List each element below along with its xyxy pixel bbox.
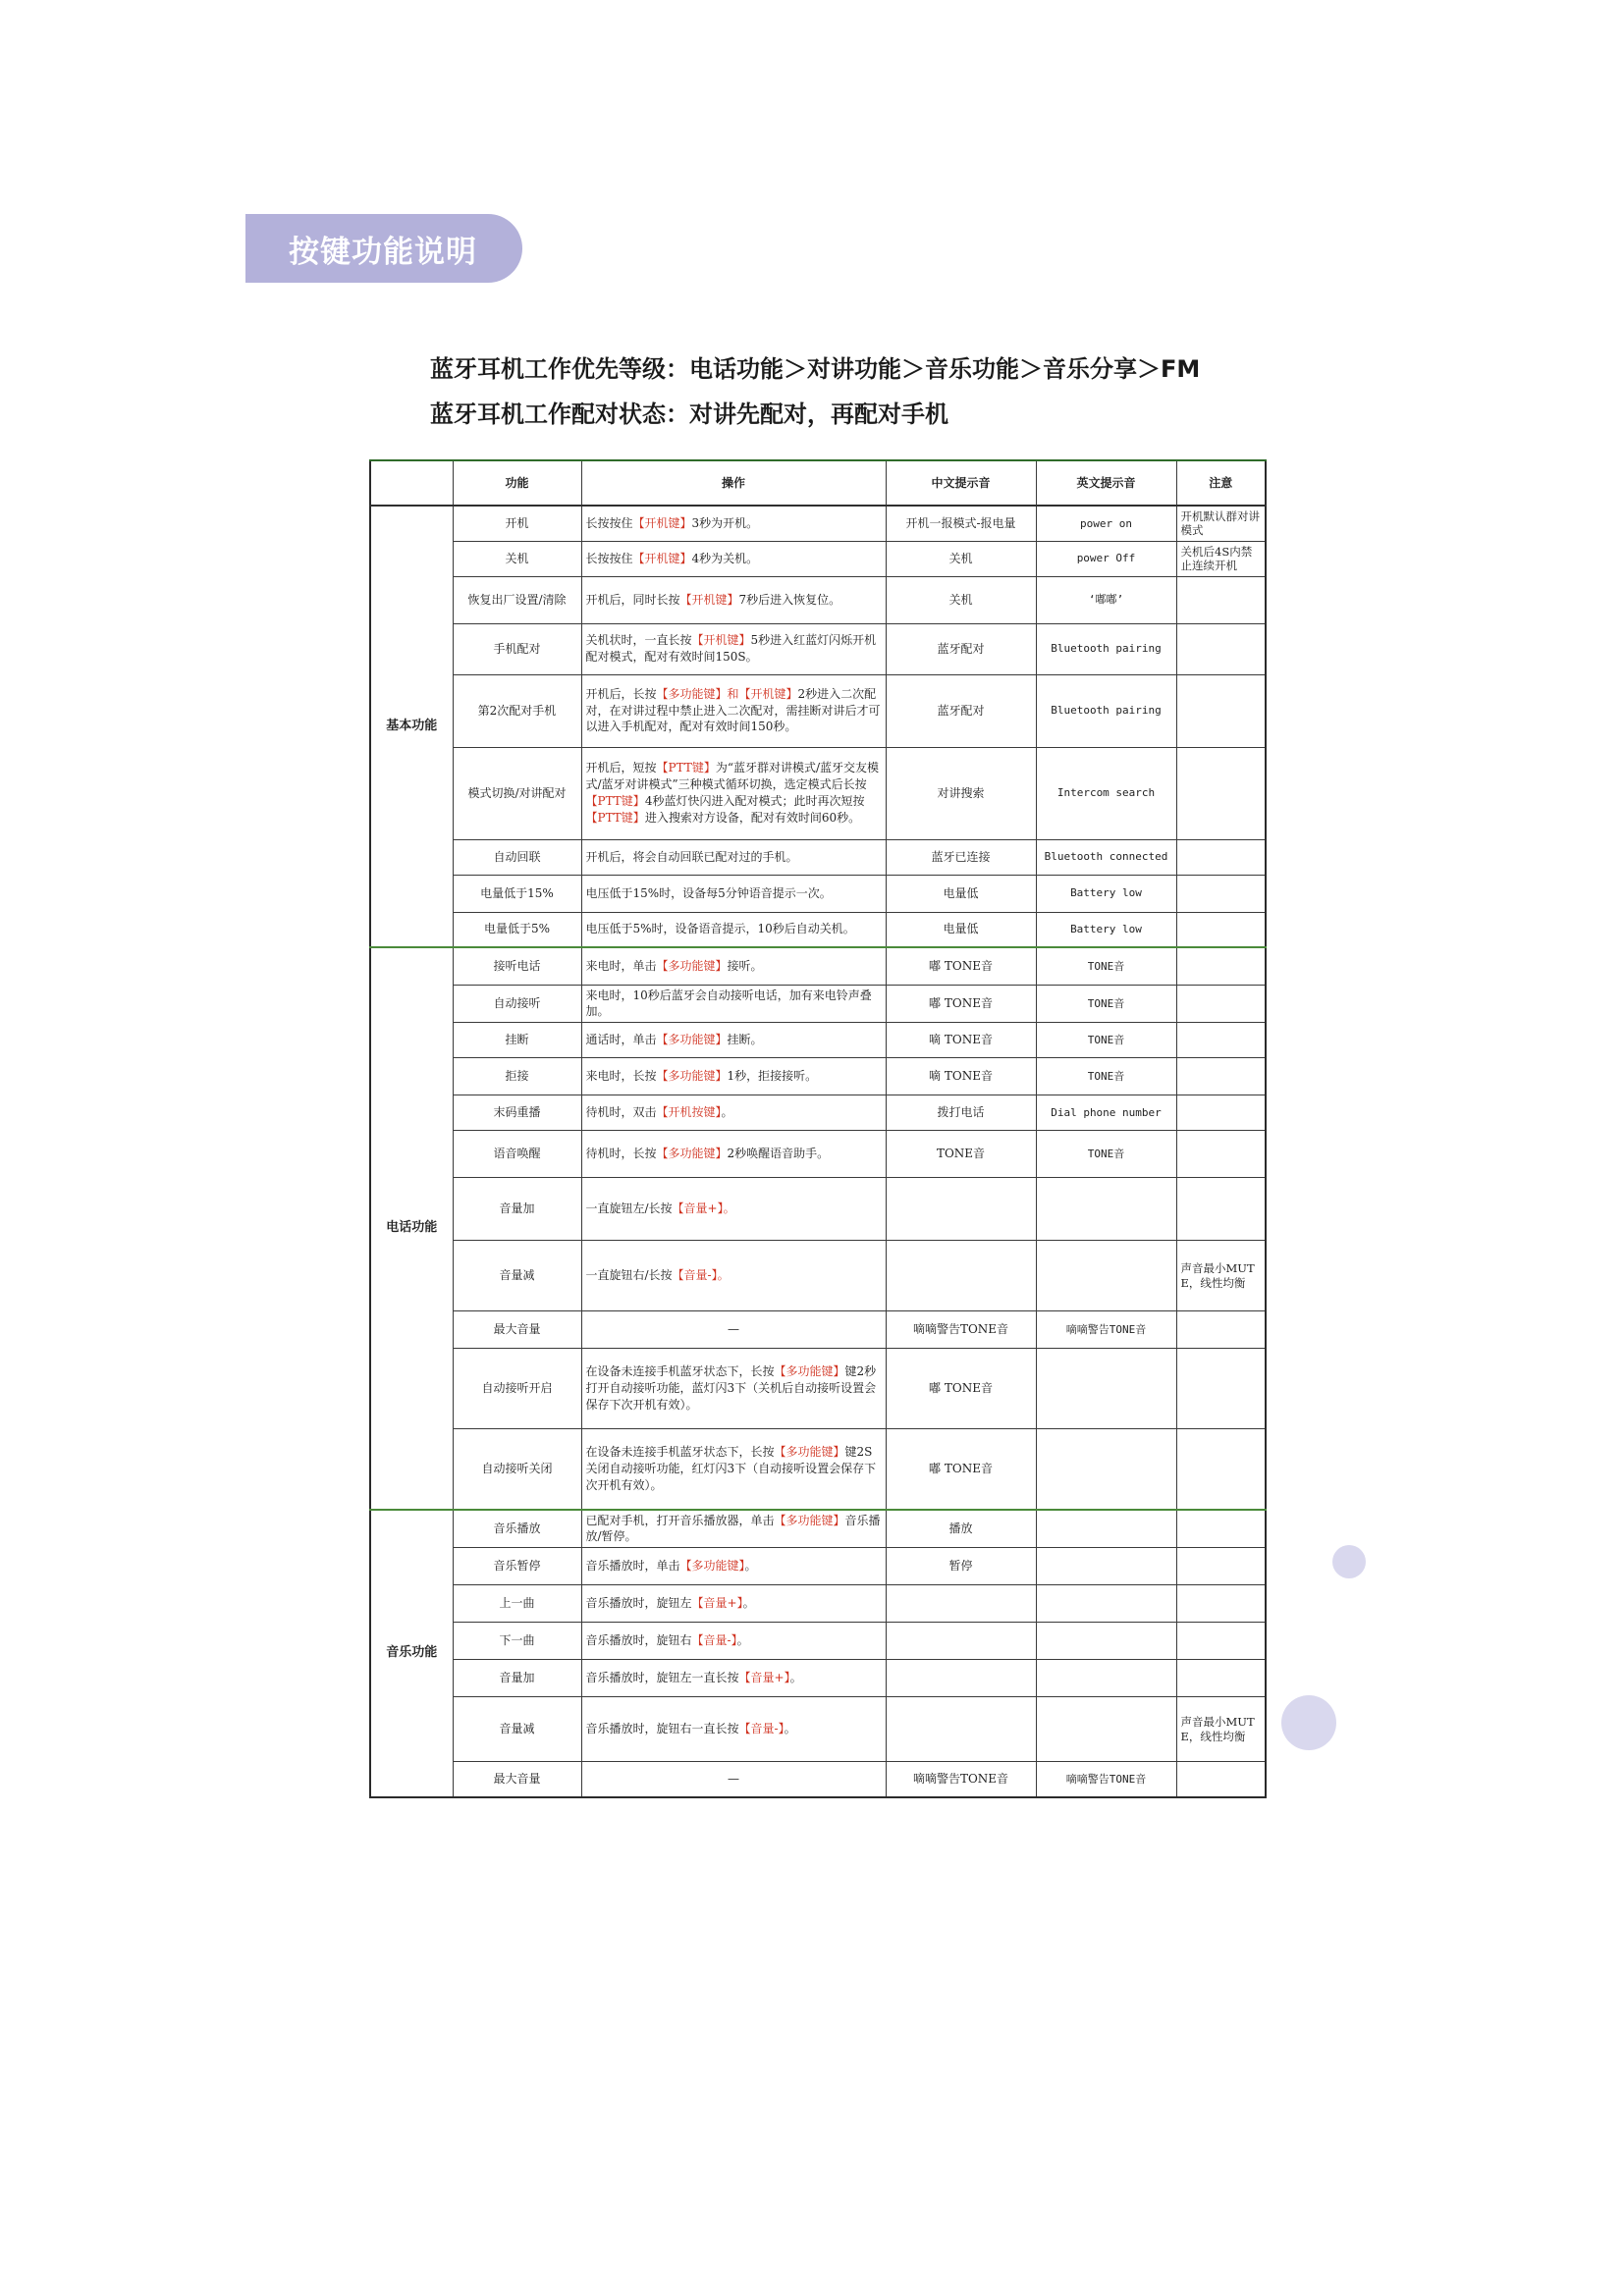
operation-text: 待机时，长按 [585, 1147, 657, 1161]
table-row [370, 1311, 1266, 1349]
function-cell: 开机 [453, 506, 581, 541]
category-cell: 基本功能 [370, 506, 453, 947]
cn-prompt-cell: 蓝牙已连接 [886, 839, 1036, 875]
table-row [370, 839, 1266, 875]
operation-text: 来电时，长按 [585, 1069, 657, 1084]
table-row [370, 623, 1266, 674]
operation-cell [581, 1058, 886, 1095]
operation-text: 键2秒打开自动接听功能，蓝灯闪3下（关机后自动接听设置会保存下次开机有效）。 [585, 1364, 877, 1412]
note-cell: 声音最小MUTE，线性均衡 [1176, 1241, 1266, 1311]
note-cell [1176, 1131, 1266, 1178]
operation-cell [581, 1131, 886, 1178]
operation-text: 。 [789, 1671, 802, 1685]
operation-cell [581, 1311, 886, 1349]
function-cell: 最大音量 [453, 1311, 581, 1349]
key-label: 【多功能键】和【开机键】 [656, 686, 798, 701]
operation-text: 在设备未连接手机蓝牙状态下，长按 [585, 1364, 775, 1379]
key-label: 【多功能键】 [656, 1033, 728, 1047]
operation-text: 5秒进入红蓝灯闪烁开机配对模式，配对有效时间150S。 [585, 633, 877, 664]
operation-cell [581, 912, 886, 947]
table-row [370, 674, 1266, 747]
operation-cell [581, 623, 886, 674]
en-prompt-cell: Bluetooth pairing [1036, 623, 1176, 674]
cn-prompt-cell [886, 1178, 1036, 1241]
function-cell: 自动接听 [453, 985, 581, 1023]
operation-text: 进入搜索对方设备，配对有效时间60秒。 [644, 810, 861, 825]
operation-cell [581, 839, 886, 875]
function-cell: 恢复出厂设置/清除 [453, 576, 581, 623]
function-cell: 音量加 [453, 1660, 581, 1697]
note-cell [1176, 1349, 1266, 1429]
section-header-title: 按键功能说明 [289, 234, 477, 270]
table-row [370, 1660, 1266, 1697]
operation-text: 长按按住 [585, 551, 633, 565]
note-cell [1176, 1095, 1266, 1131]
operation-text: 已配对手机，打开音乐播放器，单击 [585, 1513, 775, 1527]
cn-prompt-cell: 拨打电话 [886, 1095, 1036, 1131]
note-cell: 声音最小MUTE，线性均衡 [1176, 1697, 1266, 1762]
table-row [370, 985, 1266, 1023]
operation-text: 。 [721, 1105, 733, 1120]
en-prompt-cell: Battery low [1036, 875, 1176, 912]
table-row [370, 541, 1266, 576]
key-label: 【音量+】。 [672, 1201, 735, 1216]
operation-cell [581, 985, 886, 1023]
operation-cell [581, 1178, 886, 1241]
cn-prompt-cell: 嘟 TONE音 [886, 985, 1036, 1023]
note-cell [1176, 1058, 1266, 1095]
header-cn-prompt: 中文提示音 [886, 460, 1036, 506]
operation-cell [581, 1762, 886, 1797]
key-label: 【多功能键】 [774, 1364, 845, 1379]
note-cell [1176, 674, 1266, 747]
operation-text: 来电时，单击 [585, 958, 657, 973]
en-prompt-cell [1036, 1349, 1176, 1429]
operation-text: 关机状时，一直长按 [585, 633, 692, 648]
table-row [370, 1058, 1266, 1095]
table-row [370, 947, 1266, 985]
operation-cell [581, 875, 886, 912]
en-prompt-cell [1036, 1510, 1176, 1548]
note-cell [1176, 1429, 1266, 1510]
en-prompt-cell [1036, 1548, 1176, 1585]
en-prompt-cell: power Off [1036, 541, 1176, 576]
cn-prompt-cell: 蓝牙配对 [886, 623, 1036, 674]
note-cell [1176, 1585, 1266, 1623]
operation-text: 长按按住 [585, 515, 633, 530]
table-row [370, 1095, 1266, 1131]
function-cell: 下一曲 [453, 1623, 581, 1660]
key-label: 【多功能键】 [656, 1147, 728, 1161]
en-prompt-cell [1036, 1429, 1176, 1510]
operation-cell [581, 1510, 886, 1548]
function-cell: 接听电话 [453, 947, 581, 985]
header-note: 注意 [1176, 460, 1266, 506]
table-section [370, 1510, 1266, 1797]
en-prompt-cell [1036, 1241, 1176, 1311]
pairing-state-line: 蓝牙耳机工作配对状态：对讲先配对，再配对手机 [430, 400, 948, 428]
key-label: 【多功能键】 [656, 1069, 728, 1084]
key-label: 【音量+】 [738, 1671, 790, 1685]
operation-cell [581, 747, 886, 839]
operation-text: 。 [736, 1633, 749, 1648]
priority-line: 蓝牙耳机工作优先等级：电话功能＞对讲功能＞音乐功能＞音乐分享＞FM [430, 355, 1201, 383]
note-cell [1176, 1660, 1266, 1697]
table-row [370, 1131, 1266, 1178]
operation-cell [581, 1660, 886, 1697]
key-label: 【开机键】 [679, 592, 739, 607]
function-cell: 拒接 [453, 1058, 581, 1095]
operation-text: 。 [744, 1559, 757, 1574]
operation-text: 开机后，同时长按 [585, 592, 680, 607]
operation-text: 音乐播放时，单击 [585, 1559, 680, 1574]
operation-text: 待机时，双击 [585, 1105, 657, 1120]
operation-text: 一直旋钮左/长按 [585, 1201, 673, 1216]
key-function-table [369, 459, 1267, 1798]
operation-text: 通话时，单击 [585, 1033, 657, 1047]
operation-text: 挂断。 [727, 1033, 763, 1047]
note-cell [1176, 1762, 1266, 1797]
en-prompt-cell: Bluetooth connected [1036, 839, 1176, 875]
table-row [370, 747, 1266, 839]
table-row [370, 1585, 1266, 1623]
decorative-dot [1281, 1695, 1336, 1750]
note-cell [1176, 912, 1266, 947]
table-row [370, 1548, 1266, 1585]
key-label: 【音量-】。 [672, 1268, 730, 1283]
en-prompt-cell [1036, 1585, 1176, 1623]
key-label: 【PTT键】 [656, 761, 716, 775]
operation-text: 电压低于5%时，设备语音提示，10秒后自动关机。 [585, 922, 855, 936]
cn-prompt-cell: 关机 [886, 541, 1036, 576]
cn-prompt-cell: 蓝牙配对 [886, 674, 1036, 747]
table-section [370, 947, 1266, 1510]
function-cell: 末码重播 [453, 1095, 581, 1131]
key-label: 【开机键】 [632, 551, 692, 565]
key-label: 【开机键】 [691, 633, 751, 648]
en-prompt-cell: TONE音 [1036, 1131, 1176, 1178]
operation-text: 音乐播放/暂停。 [585, 1513, 881, 1544]
note-cell: 开机默认群对讲模式 [1176, 506, 1266, 541]
operation-text: 。 [784, 1722, 796, 1736]
table-row [370, 1697, 1266, 1762]
cn-prompt-cell: 嘟 TONE音 [886, 1349, 1036, 1429]
table-row [370, 506, 1266, 541]
note-cell [1176, 1623, 1266, 1660]
operation-text: 音乐播放时，旋钮左 [585, 1596, 692, 1611]
cn-prompt-cell: 开机一报模式-报电量 [886, 506, 1036, 541]
table-section [370, 506, 1266, 947]
operation-cell [581, 1429, 886, 1510]
cn-prompt-cell [886, 1585, 1036, 1623]
section-header-tab [245, 214, 522, 283]
operation-cell [581, 1548, 886, 1585]
function-cell: 关机 [453, 541, 581, 576]
function-cell: 最大音量 [453, 1762, 581, 1797]
operation-cell [581, 1241, 886, 1311]
en-prompt-cell: TONE音 [1036, 1058, 1176, 1095]
operation-text: 开机后，将会自动回联已配对过的手机。 [585, 849, 798, 864]
function-cell: 电量低于5% [453, 912, 581, 947]
function-cell: 自动接听开启 [453, 1349, 581, 1429]
en-prompt-cell: Battery low [1036, 912, 1176, 947]
function-cell: 自动回联 [453, 839, 581, 875]
key-label: 【多功能键】 [774, 1513, 845, 1527]
cn-prompt-cell: 嘟 TONE音 [886, 947, 1036, 985]
key-label: 【多功能键】 [679, 1559, 745, 1574]
operation-text: 音乐播放时，旋钮右 [585, 1633, 692, 1648]
table-row [370, 1429, 1266, 1510]
key-label: 【开机按键】 [656, 1105, 722, 1120]
table-row [370, 1178, 1266, 1241]
table-row [370, 576, 1266, 623]
category-cell: 音乐功能 [370, 1510, 453, 1797]
function-cell: 模式切换/对讲配对 [453, 747, 581, 839]
note-cell: 关机后4S内禁止连续开机 [1176, 541, 1266, 576]
table-row [370, 1762, 1266, 1797]
function-cell: 第2次配对手机 [453, 674, 581, 747]
en-prompt-cell: Bluetooth pairing [1036, 674, 1176, 747]
en-prompt-cell: TONE音 [1036, 947, 1176, 985]
operation-cell [581, 1585, 886, 1623]
note-cell [1176, 1510, 1266, 1548]
operation-cell [581, 1697, 886, 1762]
cn-prompt-cell: 对讲搜索 [886, 747, 1036, 839]
function-cell: 音量加 [453, 1178, 581, 1241]
note-cell [1176, 1178, 1266, 1241]
key-label: 【音量-】 [691, 1633, 737, 1648]
cn-prompt-cell: TONE音 [886, 1131, 1036, 1178]
cn-prompt-cell: 嘀 TONE音 [886, 1023, 1036, 1058]
key-label: 【PTT键】 [585, 810, 645, 825]
en-prompt-cell [1036, 1623, 1176, 1660]
key-label: 【音量+】 [691, 1596, 743, 1611]
operation-cell [581, 1023, 886, 1058]
operation-cell [581, 1349, 886, 1429]
operation-cell [581, 947, 886, 985]
table-header-row [370, 460, 1266, 506]
operation-text: 1秒，拒接接听。 [727, 1069, 818, 1084]
cn-prompt-cell: 关机 [886, 576, 1036, 623]
operation-text: 。 [742, 1596, 755, 1611]
en-prompt-cell [1036, 1697, 1176, 1762]
table-row [370, 875, 1266, 912]
operation-text: 4秒为关机。 [691, 551, 759, 565]
header-function: 功能 [453, 460, 581, 506]
operation-cell [581, 1095, 886, 1131]
operation-text: 电压低于15%时，设备每5分钟语音提示一次。 [585, 885, 832, 900]
en-prompt-cell: 嘀嘀警告TONE音 [1036, 1311, 1176, 1349]
cn-prompt-cell [886, 1623, 1036, 1660]
cn-prompt-cell [886, 1660, 1036, 1697]
cn-prompt-cell: 嘀 TONE音 [886, 1058, 1036, 1095]
table-row [370, 1623, 1266, 1660]
header-operation: 操作 [581, 460, 886, 506]
en-prompt-cell: power on [1036, 506, 1176, 541]
function-cell: 音量减 [453, 1697, 581, 1762]
operation-text: 键2S关闭自动接听功能，红灯闪3下（自动接听设置会保存下次开机有效）。 [585, 1445, 877, 1492]
operation-text: 为“蓝牙群对讲模式/蓝牙交友模式/蓝牙对讲模式”三种模式循环切换，选定模式后长按 [585, 761, 880, 792]
header-category [370, 460, 453, 506]
operation-cell [581, 674, 886, 747]
operation-cell [581, 506, 886, 541]
function-cell: 语音唤醒 [453, 1131, 581, 1178]
operation-text: 7秒后进入恢复位。 [738, 592, 841, 607]
table-row [370, 1023, 1266, 1058]
note-cell [1176, 576, 1266, 623]
operation-text: 开机后，长按 [585, 686, 657, 701]
table-row [370, 1349, 1266, 1429]
en-prompt-cell: TONE音 [1036, 985, 1176, 1023]
operation-text: 接听。 [727, 958, 763, 973]
note-cell [1176, 1023, 1266, 1058]
en-prompt-cell [1036, 1178, 1176, 1241]
operation-text: 开机后，短按 [585, 761, 657, 775]
en-prompt-cell: Dial phone number [1036, 1095, 1176, 1131]
cn-prompt-cell: 嘀嘀警告TONE音 [886, 1762, 1036, 1797]
function-cell: 音乐暂停 [453, 1548, 581, 1585]
key-label: 【音量-】 [738, 1722, 785, 1736]
note-cell [1176, 985, 1266, 1023]
note-cell [1176, 747, 1266, 839]
key-label: 【开机键】 [632, 515, 692, 530]
cn-prompt-cell [886, 1697, 1036, 1762]
note-cell [1176, 839, 1266, 875]
function-cell: 电量低于15% [453, 875, 581, 912]
table-row [370, 912, 1266, 947]
key-label: 【多功能键】 [656, 958, 728, 973]
operation-text: 3秒为开机。 [691, 515, 759, 530]
operation-text: 4秒蓝灯快闪进入配对模式；此时再次短按 [644, 794, 865, 808]
function-cell: 自动接听关闭 [453, 1429, 581, 1510]
en-prompt-cell: 嘀嘀警告TONE音 [1036, 1762, 1176, 1797]
function-cell: 上一曲 [453, 1585, 581, 1623]
function-cell: 挂断 [453, 1023, 581, 1058]
operation-text: 来电时，10秒后蓝牙会自动接听电话，加有来电铃声叠加。 [585, 988, 872, 1019]
operation-text: — [728, 1322, 739, 1337]
note-cell [1176, 875, 1266, 912]
key-label: 【多功能键】 [774, 1445, 845, 1460]
en-prompt-cell: ‘嘟嘟’ [1036, 576, 1176, 623]
operation-text: 2秒唤醒语音助手。 [727, 1147, 830, 1161]
table-row [370, 1510, 1266, 1548]
header-en-prompt: 英文提示音 [1036, 460, 1176, 506]
note-cell [1176, 623, 1266, 674]
note-cell [1176, 947, 1266, 985]
table-row [370, 1241, 1266, 1311]
en-prompt-cell [1036, 1660, 1176, 1697]
category-cell: 电话功能 [370, 947, 453, 1510]
note-cell [1176, 1548, 1266, 1585]
operation-cell [581, 1623, 886, 1660]
function-cell: 音乐播放 [453, 1510, 581, 1548]
operation-text: — [728, 1772, 739, 1787]
function-cell: 音量减 [453, 1241, 581, 1311]
operation-text: 2秒进入二次配对，在对讲过程中禁止进入二次配对，需挂断对讲后才可以进入手机配对，配对有效时间150秒。 [585, 686, 881, 734]
cn-prompt-cell: 电量低 [886, 875, 1036, 912]
note-cell [1176, 1311, 1266, 1349]
operation-text: 音乐播放时，旋钮右一直长按 [585, 1722, 739, 1736]
operation-cell [581, 576, 886, 623]
cn-prompt-cell: 嘟 TONE音 [886, 1429, 1036, 1510]
function-cell: 手机配对 [453, 623, 581, 674]
operation-text: 在设备未连接手机蓝牙状态下，长按 [585, 1445, 775, 1460]
decorative-dot [1332, 1545, 1366, 1578]
cn-prompt-cell: 电量低 [886, 912, 1036, 947]
operation-text: 一直旋钮右/长按 [585, 1268, 673, 1283]
operation-text: 音乐播放时，旋钮左一直长按 [585, 1671, 739, 1685]
operation-cell [581, 541, 886, 576]
cn-prompt-cell: 嘀嘀警告TONE音 [886, 1311, 1036, 1349]
cn-prompt-cell [886, 1241, 1036, 1311]
en-prompt-cell: TONE音 [1036, 1023, 1176, 1058]
key-label: 【PTT键】 [585, 794, 645, 808]
en-prompt-cell: Intercom search [1036, 747, 1176, 839]
cn-prompt-cell: 暂停 [886, 1548, 1036, 1585]
cn-prompt-cell: 播放 [886, 1510, 1036, 1548]
